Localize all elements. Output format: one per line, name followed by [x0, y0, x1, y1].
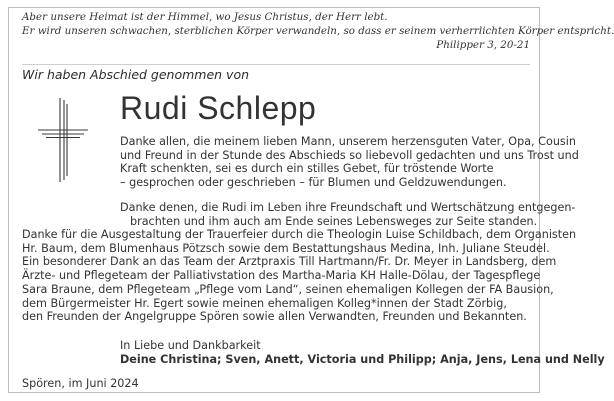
intro-text: Wir haben Abschied genommen von	[22, 67, 250, 82]
cross-icon	[38, 98, 88, 182]
text-line: und Freund in der Stunde des Abschieds so liebevoll gedachten und uns Trost und	[120, 148, 579, 162]
text-line: Kraft schenkten, sei es durch ein stilles Gebet, für tröstende Worte	[120, 162, 494, 176]
bible-verse	[22, 10, 614, 52]
thanks-paragraph-2	[120, 201, 576, 228]
text-line: Ärzte- und Pflegeteam der Palliativstation des Martha-Maria KH Halle-Dölau, der Tagespflege	[22, 269, 541, 283]
verse-line-1: Aber unsere Heimat ist der Himmel, wo Jesus Christus, der Herr lebt.	[22, 11, 388, 23]
verse-reference: Philipper 3, 20-21	[436, 39, 530, 51]
text-line: – gesprochen oder geschrieben – für Blumen und Geldzuwendungen.	[120, 176, 507, 190]
place-date: Spören, im Juni 2024	[22, 377, 139, 390]
text-line: Sara Braune, dem Pflegeteam „Pflege vom Land“, seinen ehemaligen Kollegen der FA Bausion,	[22, 282, 554, 296]
text-line: Ein besonderer Dank an das Team der Arztpraxis Till Hartmann/Fr. Dr. Meyer in Landsberg, dem	[22, 255, 557, 269]
text-line: Danke allen, die meinem lieben Mann, unserem herzensguten Vater, Opa, Cousin	[120, 135, 576, 148]
verse-line-2: Er wird unseren schwachen, sterblichen Körper verwandeln, so dass er seinem verherrlichten Körper entspricht.	[22, 25, 614, 37]
text-line: brachten und ihm auch am Ende seines Lebensweges zur Seite standen.	[130, 214, 538, 228]
deceased-name: Rudi Schlepp	[120, 90, 317, 126]
text-line: den Freunden der Angelgruppe Spören sowie allen Verwandten, Freunden und Bekannten.	[22, 310, 527, 324]
greeting-line: In Liebe und Dankbarkeit	[120, 339, 261, 352]
text-line: Hr. Baum, dem Blumenhaus Pötzsch sowie dem Bestattungshaus Medina, Inh. Juliane Steudel.	[22, 241, 550, 255]
closing-greeting	[120, 339, 605, 366]
text-line: dem Bürgermeister Hr. Egert sowie meinen ehemaligen Kolleg*innen der Stadt Zörbig,	[22, 296, 507, 310]
thanks-paragraph-3	[22, 228, 577, 324]
divider	[22, 64, 530, 65]
text-line: Danke für die Ausgestaltung der Trauerfeier durch die Theologin Luise Schildbach, dem Organisten	[22, 228, 577, 241]
thanks-paragraph-1	[120, 135, 579, 190]
text-line: Danke denen, die Rudi im Leben ihre Freundschaft und Wertschätzung entgegen-	[120, 201, 576, 214]
family-names: Deine Christina; Sven, Anett, Victoria und Philipp; Anja, Jens, Lena und Nelly	[120, 352, 605, 366]
